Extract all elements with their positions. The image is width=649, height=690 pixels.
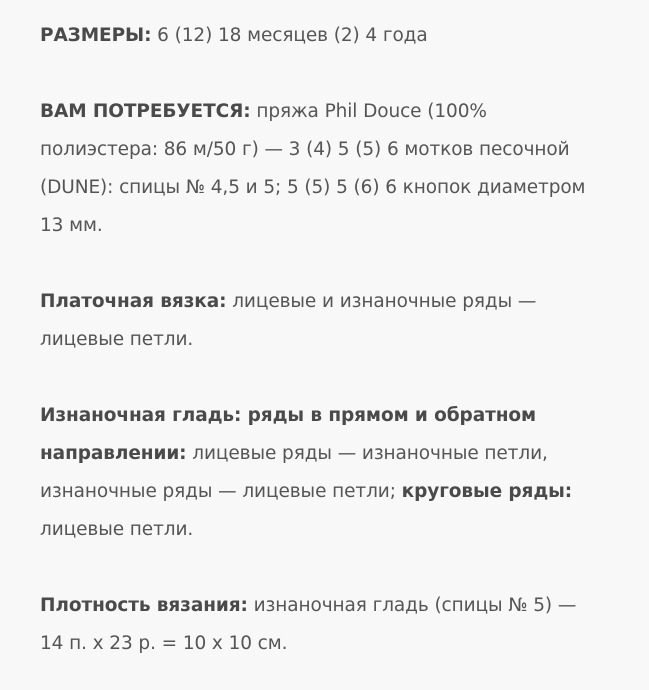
stockinette-label-line-1: Изнаночная гладь: ряды в прямом и обратном — [40, 405, 537, 426]
materials-paragraph — [40, 93, 619, 245]
sizes-paragraph — [40, 17, 619, 55]
garter-stitch-paragraph — [40, 283, 619, 359]
stockinette-round-label: круговые ряды: — [401, 481, 573, 502]
stockinette-label-line-2: направлении: — [40, 443, 187, 464]
gauge-line-2: 14 п. х 23 р. = 10 х 10 см. — [40, 633, 288, 654]
stockinette-line-3: изнаночные ряды — лицевые петли; — [40, 481, 402, 502]
gauge-paragraph — [40, 587, 619, 663]
garter-stitch-line-1: лицевые и изнаночные ряды — — [226, 291, 537, 312]
garter-stitch-line-2: лицевые петли. — [40, 329, 194, 350]
stockinette-paragraph — [40, 397, 619, 549]
materials-line-2: полиэстера: 86 м/50 г) — 3 (4) 5 (5) 6 мотков песочной — [40, 139, 570, 160]
gauge-line-1: изнаночная гладь (спицы № 5) — — [247, 595, 577, 616]
stockinette-line-4: лицевые петли. — [40, 519, 194, 540]
sizes-label: РАЗМЕРЫ: — [40, 25, 152, 46]
stockinette-line-2: лицевые ряды — изнаночные петли, — [186, 443, 548, 464]
garter-stitch-label: Платочная вязка: — [40, 291, 227, 312]
gauge-label: Плотность вязания: — [40, 595, 248, 616]
materials-line-4: 13 мм. — [40, 215, 103, 236]
sizes-text: 6 (12) 18 месяцев (2) 4 года — [151, 25, 428, 46]
materials-label: ВАМ ПОТРЕБУЕТСЯ: — [40, 101, 251, 122]
materials-line-1: пряжа Phil Douce (100% — [250, 101, 487, 122]
materials-line-3: (DUNE): спицы № 4,5 и 5; 5 (5) 5 (6) 6 кнопок диаметром — [40, 177, 586, 198]
